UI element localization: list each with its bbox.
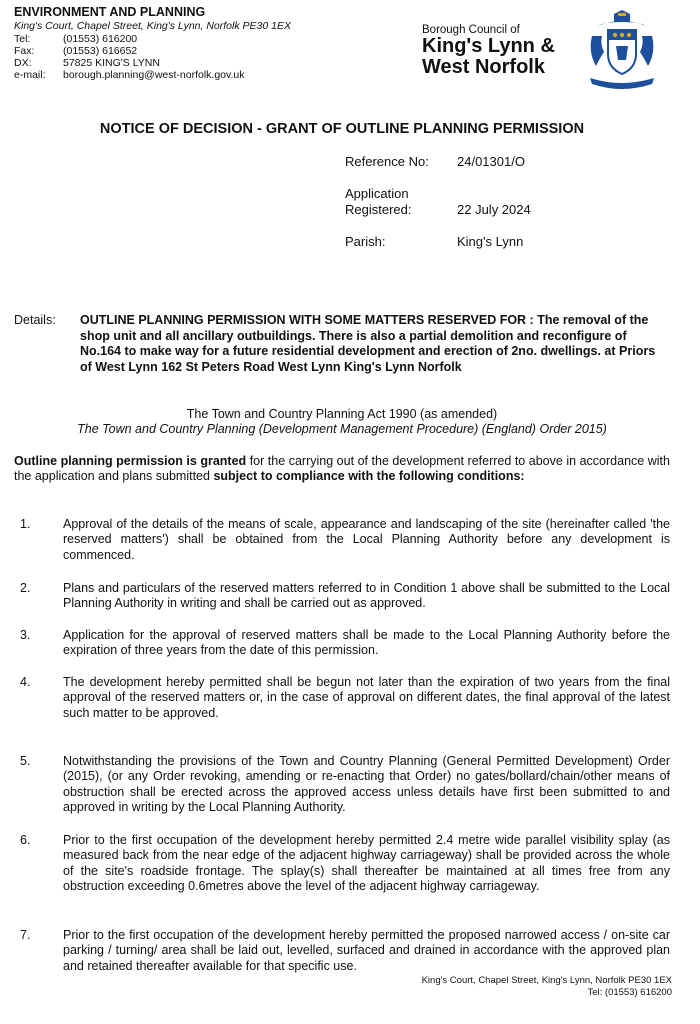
condition-number: 2.	[20, 581, 31, 595]
council-logo-text	[422, 24, 555, 78]
grant-bold-2: subject to compliance with the following conditions:	[213, 469, 525, 483]
condition-text: Approval of the details of the means of scale, appearance and landscaping of the site (hereinafter called 'the reserved matters') shall be obtained from the Local Planning Authority before any development is commenced.	[63, 517, 670, 562]
condition-number: 5.	[20, 754, 31, 768]
grant-normal: for the carrying out of the development referred to above in accordance with the application and plans submitted	[14, 454, 670, 483]
condition-number: 1.	[20, 517, 31, 531]
grant-bold-1: Outline planning permission is granted	[14, 454, 247, 468]
council-crest-icon	[580, 8, 664, 92]
department-heading: ENVIRONMENT AND PLANNING	[14, 5, 206, 19]
crest-supporter-right	[640, 36, 653, 66]
application-label-2: Registered:	[345, 202, 412, 217]
condition-number: 6.	[20, 833, 31, 847]
condition-number: 4.	[20, 675, 31, 689]
legislation-block	[0, 407, 684, 437]
contact-tel	[14, 33, 245, 45]
condition-1	[14, 517, 670, 563]
contact-email	[14, 69, 245, 81]
condition-text: Prior to the first occupation of the development hereby permitted 2.4 metre wide parallel visibility splay (as measured back from the near edge of the adjacent highway carriageway) shall be provided across the whole of the site's roadside frontage. The splay(s) shall thereafter be maintained at all times free from any obstruction exceeding 0.6metres above the level of the adjacent highway carriageway.	[63, 833, 670, 894]
contact-dx	[14, 57, 245, 69]
crest-supporter-left	[591, 36, 604, 66]
crest-helmet	[614, 10, 630, 22]
council-line-3: West Norfolk	[422, 56, 545, 78]
parish-row	[345, 234, 531, 250]
spacer	[345, 170, 531, 186]
contact-label: Tel:	[14, 33, 31, 45]
reference-label: Reference No:	[345, 154, 429, 169]
details-label: Details:	[14, 313, 56, 327]
details-text: OUTLINE PLANNING PERMISSION WITH SOME MATTERS RESERVED FOR : The removal of the shop unit and all ancillary outbuildings. There is also a partial demolition and reconfigure of No.164 to make way for a future residential development and erection of 2no. dwellings. at Priors of West Lynn 162 St Peters Road West Lynn King's Lynn Norfolk	[80, 313, 656, 374]
condition-4	[14, 675, 670, 721]
condition-5	[14, 754, 670, 816]
parish-value: King's Lynn	[457, 234, 524, 249]
application-value: 22 July 2024	[457, 202, 531, 217]
contact-value: 57825 KING'S LYNN	[63, 57, 160, 69]
contact-value: (01553) 616652	[63, 45, 138, 57]
contact-label: e-mail:	[14, 69, 46, 81]
condition-7	[14, 928, 670, 974]
office-address: King's Court, Chapel Street, King's Lynn, Norfolk PE30 1EX	[14, 20, 291, 32]
document-title: NOTICE OF DECISION - GRANT OF OUTLINE PLANNING PERMISSION	[99, 121, 585, 137]
reference-block	[345, 154, 531, 250]
contact-list	[14, 33, 245, 81]
contact-fax	[14, 45, 245, 57]
application-row	[345, 202, 531, 218]
page-footer	[422, 975, 672, 999]
act-1: The Town and Country Planning Act 1990 (as amended)	[186, 407, 498, 421]
condition-text: Plans and particulars of the reserved matters referred to in Condition 1 above shall be submitted to the Local Planning Authority in writing and shall be carried out as approved.	[63, 581, 670, 611]
condition-2	[14, 581, 670, 612]
condition-6	[14, 833, 670, 895]
spacer	[345, 218, 531, 234]
contact-label: DX:	[14, 57, 32, 69]
footer-address: King's Court, Chapel Street, King's Lynn, Norfolk PE30 1EX	[421, 975, 672, 986]
reference-value: 24/01301/O	[457, 154, 525, 169]
council-line-1: Borough Council of	[422, 24, 520, 36]
footer-tel: Tel: (01553) 616200	[587, 987, 672, 998]
condition-number: 3.	[20, 628, 31, 642]
condition-number: 7.	[20, 928, 31, 942]
reference-row	[345, 154, 531, 170]
condition-3	[14, 628, 670, 659]
parish-label: Parish:	[345, 234, 386, 249]
application-label-1: Application	[345, 186, 409, 201]
condition-text: The development hereby permitted shall be begun not later than the expiration of two years from the final approval of the reserved matters or, in the case of approval on different dates, the final approval of the latest such matter to be approved.	[63, 675, 670, 720]
council-line-2: King's Lynn &	[422, 35, 555, 57]
details-section	[14, 313, 670, 375]
condition-text: Application for the approval of reserved matters shall be made to the Local Planning Authority before the expiration of three years from the date of this permission.	[63, 628, 670, 658]
act-2: The Town and Country Planning (Development Management Procedure) (England) Order 2015)	[77, 422, 607, 436]
condition-text: Prior to the first occupation of the development hereby permitted the proposed narrowed access / on-site car parking / turning/ area shall be laid out, levelled, surfaced and drained in accordance with the approved plan and retained thereafter available for that specific use.	[63, 928, 670, 973]
grant-statement	[14, 454, 670, 484]
contact-value: (01553) 616200	[63, 33, 138, 45]
contact-label: Fax:	[14, 45, 35, 57]
crest-ribbon	[590, 78, 654, 89]
contact-value: borough.planning@west-norfolk.gov.uk	[63, 69, 245, 81]
condition-text: Notwithstanding the provisions of the Town and Country Planning (General Permitted Development) Order (2015), (or any Order revoking, amending or re-enacting that Order) no gates/bollard/chain/other means of obstruction shall be erected across the approved access unless details have first been submitted to and approved in writing by the Local Planning Authority.	[63, 754, 670, 815]
